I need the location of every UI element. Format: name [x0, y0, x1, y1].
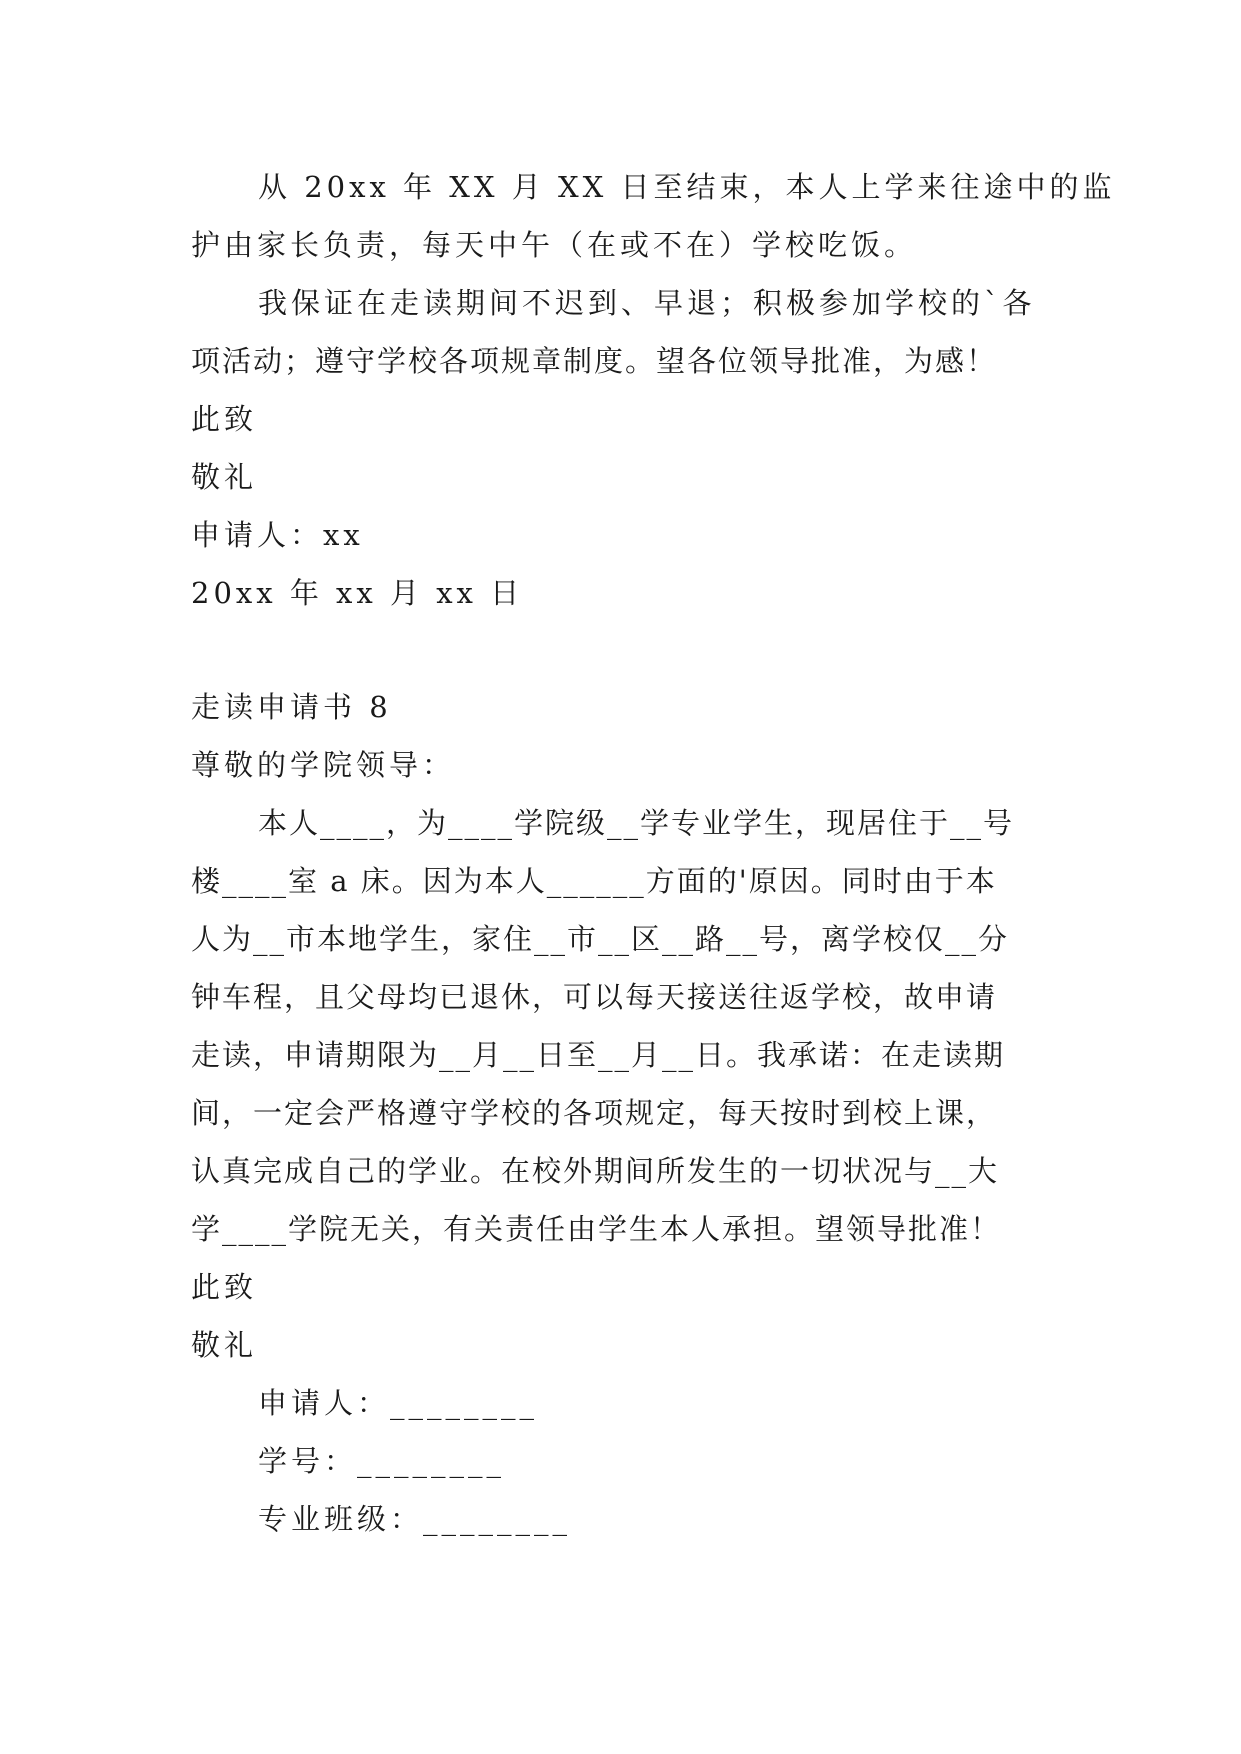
section-gap [191, 622, 1071, 678]
letter1-closing1: 此致 [191, 402, 258, 436]
letter2-body-line: 学____学院无关，有关责任由学生本人承担。望领导批准！ [191, 1212, 1002, 1246]
letter2-applicant: 申请人：________ [258, 1386, 539, 1420]
letter2-body-line: 认真完成自己的学业。在校外期间所发生的一切状况与__大 [191, 1154, 1000, 1188]
letter2-salutation: 尊敬的学院领导： [191, 748, 456, 782]
letter2-body-line: 本人____，为____学院级__学专业学生，现居住于__号 [258, 806, 1015, 840]
letter1-applicant: 申请人：xx [191, 518, 364, 552]
letter2-major-class: 专业班级：________ [258, 1502, 572, 1536]
letter1-para2-line1: 我保证在走读期间不迟到、早退；积极参加学校的`各 [258, 286, 1036, 320]
document-page [191, 158, 1116, 1548]
letter2-title: 走读申请书 8 [191, 690, 392, 724]
letter2-closing2: 敬礼 [191, 1328, 258, 1362]
letter2-body-line: 钟车程，且父母均已退休，可以每天接送往返学校，故申请 [191, 980, 998, 1014]
letter1-para1-line1: 从 20xx 年 XX 月 XX 日至结束，本人上学来往途中的监 [258, 170, 1116, 204]
letter1-date: 20xx 年 xx 月 xx 日 [191, 576, 524, 610]
letter2-body-line: 走读，申请期限为__月__日至__月__日。我承诺：在走读期 [191, 1038, 1006, 1072]
letter1-closing2: 敬礼 [191, 460, 258, 494]
letter2-body-line: 楼____室 a 床。因为本人______方面的'原因。同时由于本 [191, 864, 997, 898]
letter1-para1-line2: 护由家长负责，每天中午（在或不在）学校吃饭。 [191, 228, 918, 262]
letter2-student-id: 学号：________ [258, 1444, 506, 1478]
letter2-body-line: 间，一定会严格遵守学校的各项规定，每天按时到校上课， [191, 1096, 998, 1130]
letter2-body-line: 人为__市本地学生，家住__市__区__路__号，离学校仅__分 [191, 922, 1010, 956]
letter1-para2-line2: 项活动；遵守学校各项规章制度。望各位领导批准，为感！ [191, 344, 998, 378]
letter2-closing1: 此致 [191, 1270, 258, 1304]
